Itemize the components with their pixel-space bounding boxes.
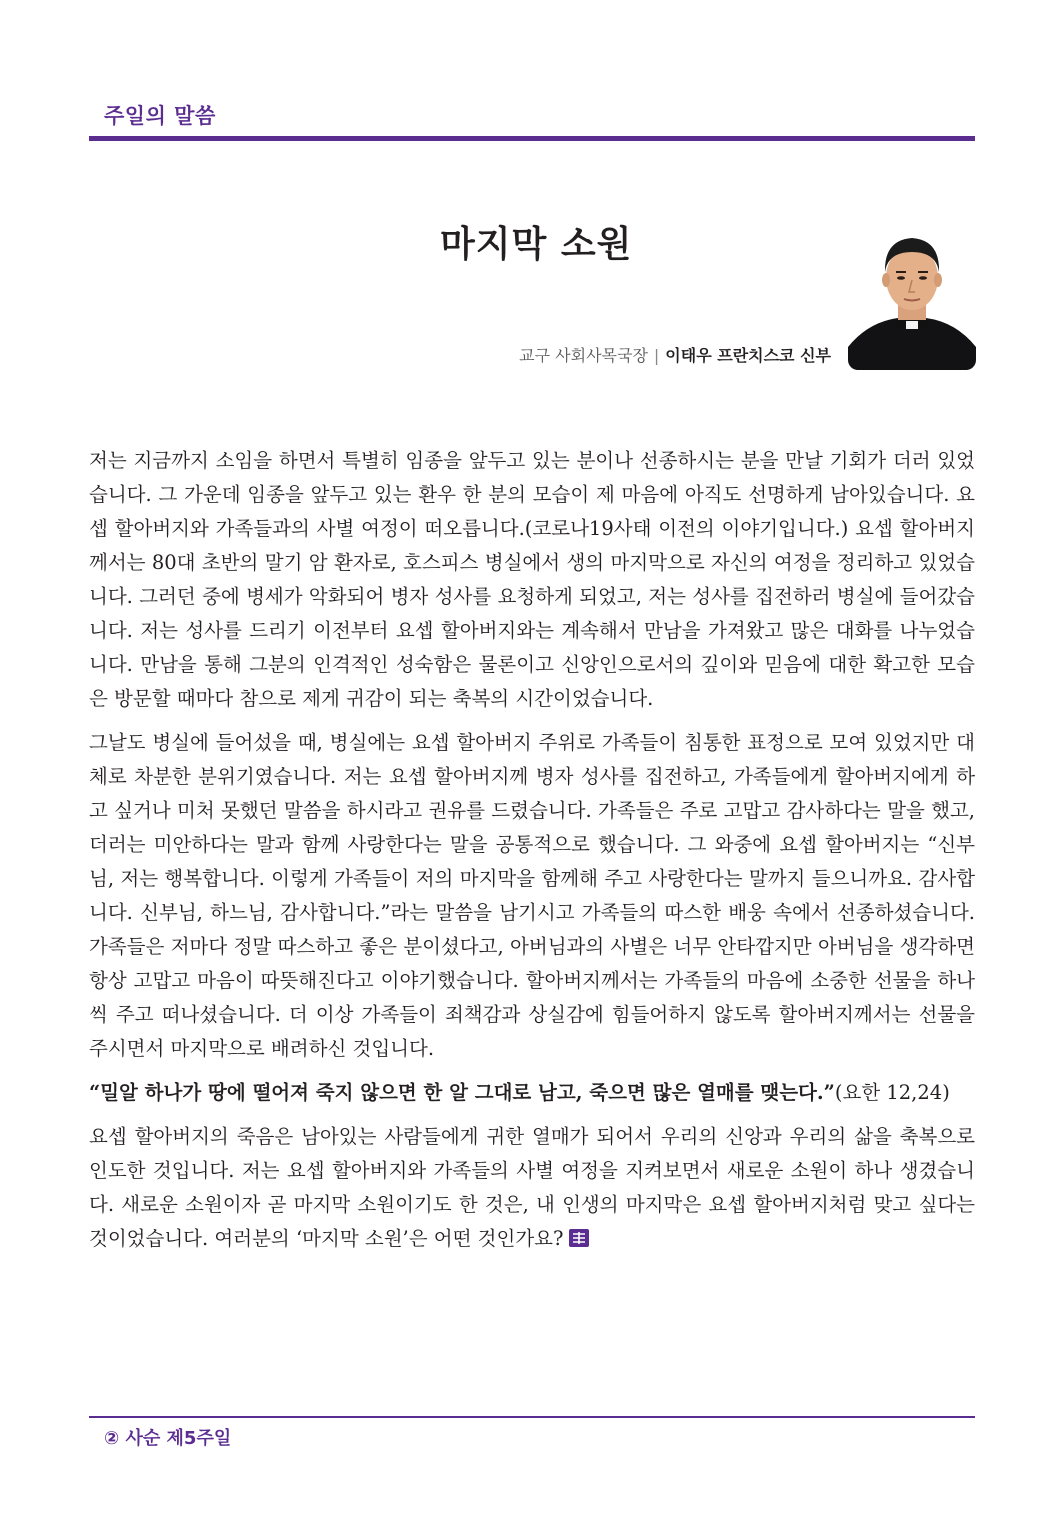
byline-separator: | [653, 346, 660, 365]
closing-paragraph [89, 1120, 975, 1256]
author-role: 교구 사회사목국장 [519, 346, 648, 365]
end-mark-icon [569, 1224, 589, 1242]
scripture-quote [89, 1076, 975, 1110]
closing-text: 요셉 할아버지의 죽음은 남아있는 사람들에게 귀한 열매가 되어서 우리의 신앙과 우리의 삶을 축복으로 인도한 것입니다. 저는 요셉 할아버지와 가족들의 사별 여정을 지켜보면서 새로운 소원이 하나 생겼습니다. 새로운 소원이자 곧 마지막 소원이기도 한 것은, 내 인생의 마지막은 요셉 할아버지처럼 맞고 싶다는 것이었습니다. 여러분의 ‘마지막 소원’은 어떤 것인가요? [89, 1125, 975, 1250]
header-rule [89, 136, 975, 141]
page-footer: ② 사순 제5주일 [104, 1428, 232, 1449]
author-byline [519, 343, 831, 366]
paragraph: 그날도 병실에 들어섰을 때, 병실에는 요셉 할아버지 주위로 가족들이 침통한 표정으로 모여 있었지만 대체로 차분한 분위기였습니다. 저는 요셉 할아버지께 병자 성사를 집전하고, 가족들에게 할아버지에게 하고 싶거나 미처 못했던 말씀을 하시라고 권유를 드렸습니다. 가족들은 주로 고맙고 감사하다는 말을 했고, 더러는 미안하다는 말과 함께 사랑한다는 말을 공통적으로 했습니다. 그 와중에 요셉 할아버지는 “신부님, 저는 행복합니다. 이렇게 가족들이 저의 마지막을 함께해 주고 사랑한다는 말까지 들으니까요. 감사합니다. 신부님, 하느님, 감사합니다.”라는 말씀을 남기시고 가족들의 따스한 배웅 속에서 선종하셨습니다. 가족들은 저마다 정말 따스하고 좋은 분이셨다고, 아버님과의 사별은 너무 안타깝지만 아버님을 생각하면 항상 고맙고 마음이 따뜻해진다고 이야기했습니다. 할아버지께서는 가족들의 마음에 소중한 선물을 하나씩 주고 떠나셨습니다. 더 이상 가족들이 죄책감과 상실감에 힘들어하지 않도록 할아버지께서는 선물을 주시면서 마지막으로 배려하신 것입니다. [89, 731, 975, 1060]
article-title: 마지막 소원 [440, 224, 633, 265]
quote-citation: (요한 12,24) [834, 1081, 950, 1104]
author-name: 이태우 프란치스코 신부 [665, 346, 831, 365]
quote-text: “밀알 하나가 땅에 떨어져 죽지 않으면 한 알 그대로 남고, 죽으면 많은 열매를 맺는다.” [89, 1081, 835, 1104]
section-label: 주일의 말씀 [104, 104, 216, 128]
paragraph: 저는 지금까지 소임을 하면서 특별히 임종을 앞두고 있는 분이나 선종하시는 분을 만날 기회가 더러 있었습니다. 그 가운데 임종을 앞두고 있는 환우 한 분의 모습이 제 마음에 아직도 선명하게 남아있습니다. 요셉 할아버지와 가족들과의 사별 여정이 떠오릅니다.(코로나19사태 이전의 이야기입니다.) 요셉 할아버지께서는 80대 초반의 말기 암 환자로, 호스피스 병실에서 생의 마지막으로 자신의 여정을 정리하고 있었습니다. 그러던 중에 병세가 악화되어 병자 성사를 요청하게 되었고, 저는 성사를 집전하러 병실에 들어갔습니다. 저는 성사를 드리기 이전부터 요셉 할아버지와는 계속해서 만남을 가져왔고 많은 대화를 나누었습니다. 만남을 통해 그분의 인격적인 성숙함은 물론이고 신앙인으로서의 깊이와 믿음에 대한 확고한 모습은 방문할 때마다 참으로 제게 귀감이 되는 축복의 시간이었습니다. [89, 449, 975, 710]
footer-rule [89, 1416, 975, 1418]
article-body [89, 444, 975, 1266]
author-portrait [848, 222, 976, 370]
